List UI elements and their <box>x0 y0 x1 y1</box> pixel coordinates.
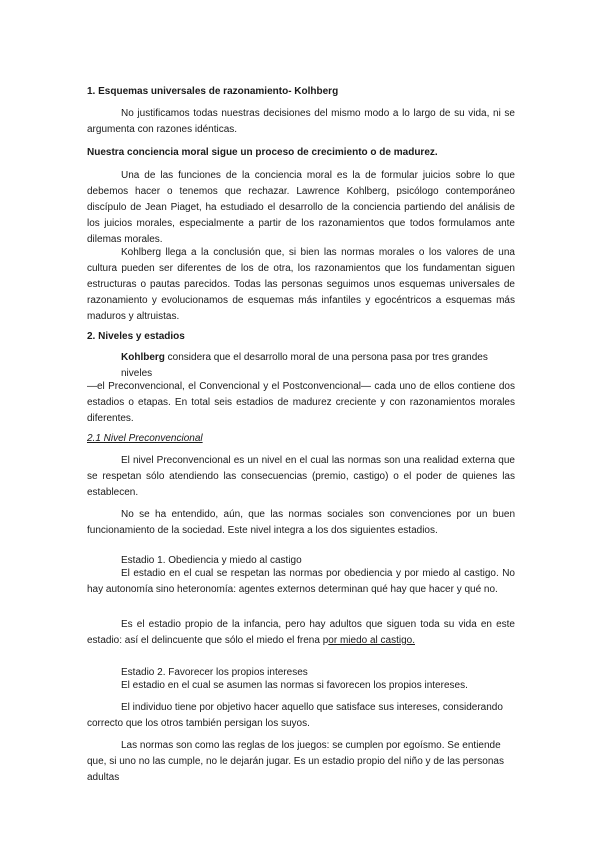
paragraph-stage-1-def: El estadio en el cual se respetan las normas por obediencia y por miedo al castigo. No hay autonomía sino heteronomía: agentes externos determinan qué hay que hacer y qué no. <box>87 568 515 595</box>
paragraph-stage-2-def: El estadio en el cual se asumen las normas si favorecen los propios intereses. <box>121 680 468 691</box>
paragraph-social-conventions: No se ha entendido, aún, que las normas sociales son convenciones por un buen funcionamiento de la sociedad. Este nivel integra a los dos siguientes estadios. <box>87 509 515 536</box>
stage-1-example-text: Es el estadio propio de la infancia, pero hay adultos que siguen toda su vida en este estadio: así el delincuente que sólo el miedo el frena p <box>87 619 515 646</box>
levels-intro-line: considera que el desarrollo moral de una persona pasa por tres grandes niveles <box>121 352 488 379</box>
subheading-preconventional: 2.1 Nivel Preconvencional <box>87 433 203 444</box>
bold-statement: Nuestra conciencia moral sigue un proceso de crecimiento o de madurez. <box>87 147 438 158</box>
kohlberg-name: Kohlberg <box>121 352 165 363</box>
paragraph-moral-conscience: Una de las funciones de la conciencia moral es la de formular juicios sobre lo que debemos hacer o tenemos que rechazar. Lawrence Kohlberg, psicólogo contemporáneo discípulo de Jean Piaget, ha estudiado el desarrollo de la conciencia partiendo del análisis de los juicios morales, especialmente a partir de los razonamientos que todos formulamos ante dilemas morales. <box>87 170 515 245</box>
paragraph-levels-intro <box>87 350 515 382</box>
paragraph-kohlberg-conclusion: Kohlberg llega a la conclusión que, si bien las normas morales o los valores de una cultura pueden ser diferentes de los de otra, los razonamientos que los fundamentan siguen estructuras o pautas parecidos. Todas las personas seguimos unos esquemas universales de razonamiento y evolucionamos de esquemas más infantiles y egocéntricos a esquemas más maduros y altruistas. <box>87 247 515 322</box>
paragraph-levels-detail: —el Preconvencional, el Convencional y el Postconvencional— cada uno de ellos contiene dos estadios o etapas. En total seis estadios de madurez creciente y con razonamientos morales diferentes. <box>87 381 515 424</box>
paragraph-preconventional-def: El nivel Preconvencional es un nivel en el cual las normas son una realidad externa que se respetan sólo atendiendo las consecuencias (premio, castigo) o el poder de quienes las establecen. <box>87 455 515 498</box>
stage-2-title: Estadio 2. Favorecer los propios intereses <box>121 667 308 678</box>
section-2-heading: 2. Niveles y estadios <box>87 331 185 342</box>
paragraph-stage-2-games: Las normas son como las reglas de los juegos: se cumplen por egoísmo. Se entiende que, si uno no las cumple, no le dejarán jugar. Es un estadio propio del niño y de las personas adultas <box>87 740 504 783</box>
stage-1-example-underlined: or miedo al castigo. <box>328 635 415 646</box>
paragraph-justification: No justificamos todas nuestras decisiones del mismo modo a lo largo de su vida, ni se argumenta con razones idénticas. <box>87 108 515 135</box>
paragraph-stage-1-example <box>87 617 515 649</box>
section-1-heading: 1. Esquemas universales de razonamiento- Kolhberg <box>87 86 339 97</box>
paragraph-stage-2-interests: El individuo tiene por objetivo hacer aquello que satisface sus intereses, considerando correcto que los otros también persigan los suyos. <box>87 702 503 729</box>
stage-1-title: Estadio 1. Obediencia y miedo al castigo <box>121 555 302 566</box>
